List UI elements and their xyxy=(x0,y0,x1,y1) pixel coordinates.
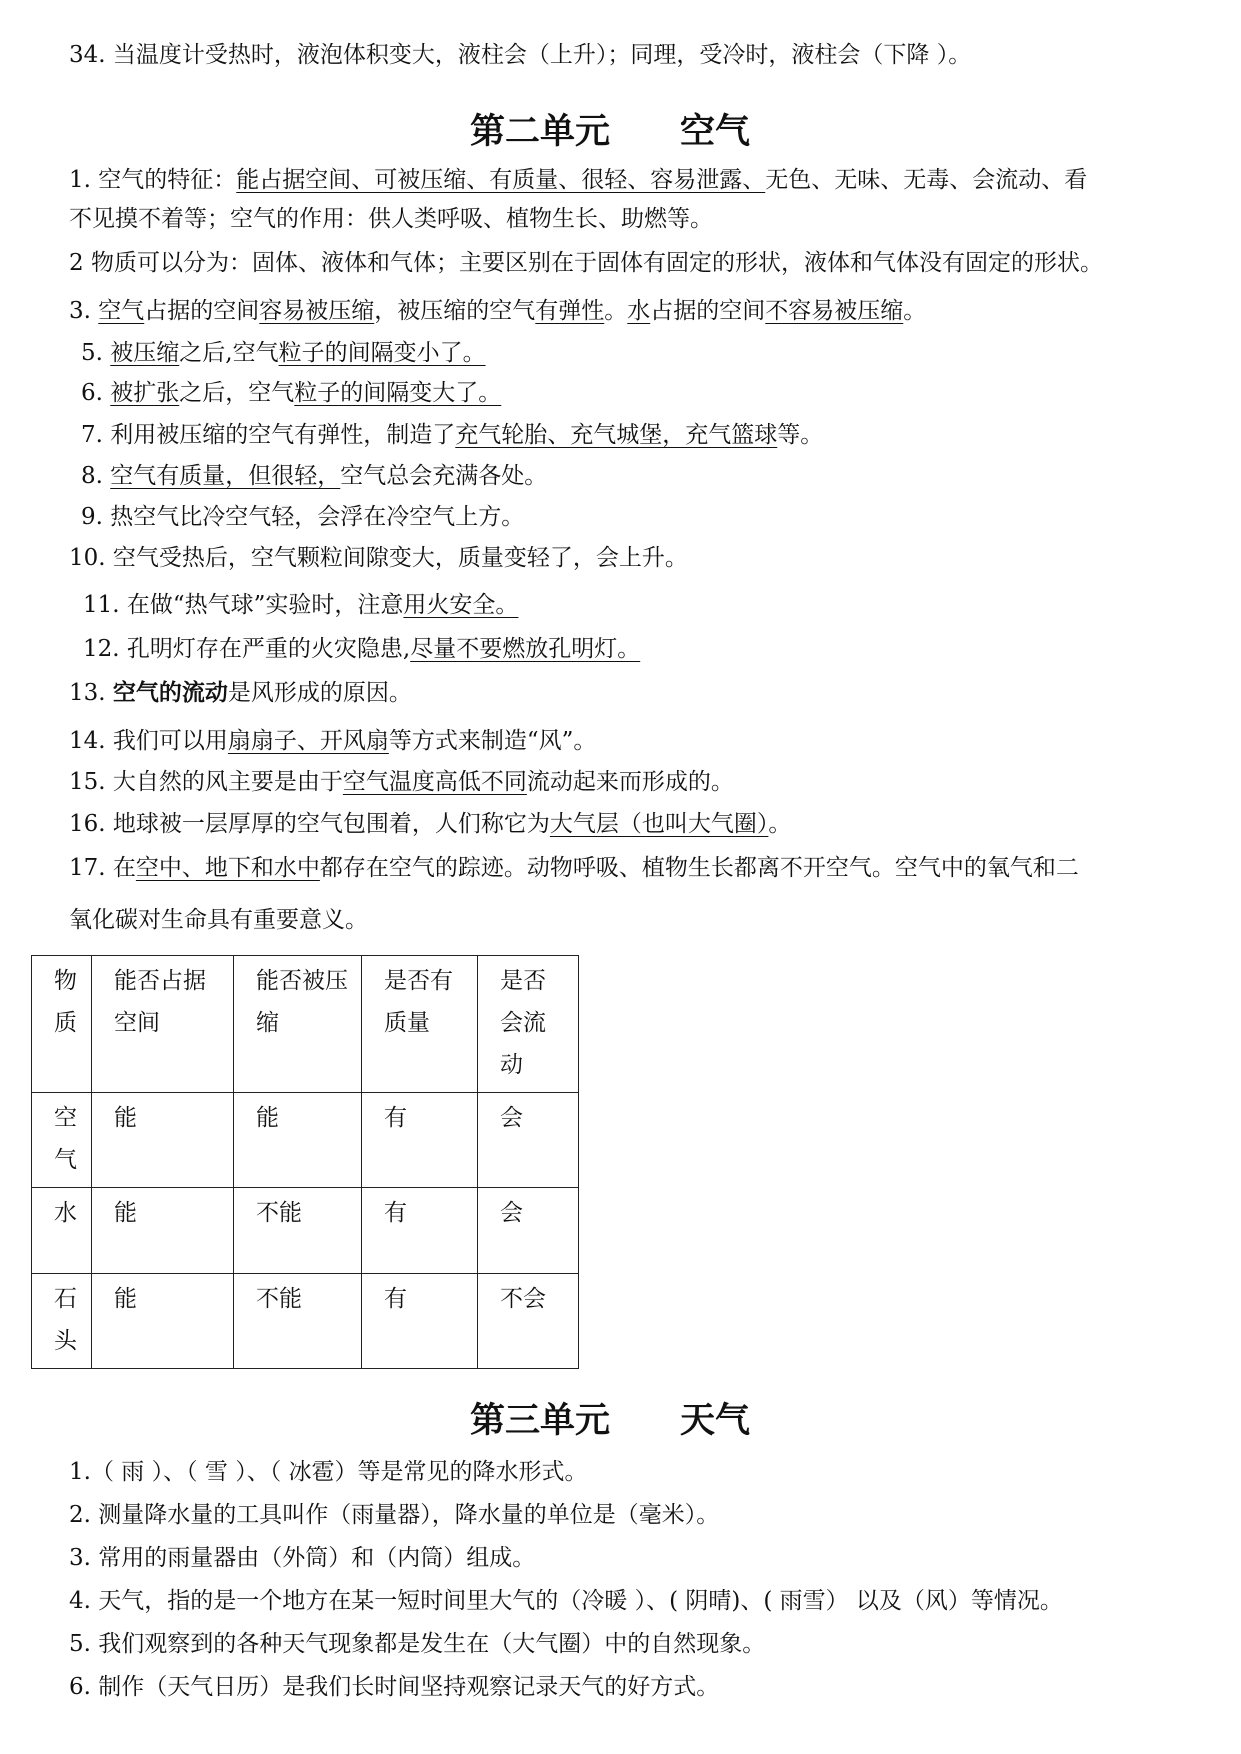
underlined-text: 尽量不要燃放孔明灯。 xyxy=(410,636,641,662)
unit2-item-13 xyxy=(69,678,412,708)
unit2-item-16 xyxy=(69,809,791,839)
table-cell: 会 xyxy=(478,1188,579,1274)
text: 15. 大自然的风主要是由于 xyxy=(69,769,343,795)
text: 等。 xyxy=(777,422,824,448)
unit2-item-2: 2 物质可以分为：固体、液体和气体；主要区别在于固体有固定的形状，液体和气体没有固定的形状。 xyxy=(69,250,1103,276)
text: 14. 我们可以用 xyxy=(69,728,228,754)
text: 3. xyxy=(69,298,99,324)
unit2-item-7 xyxy=(81,420,823,450)
table-cell: 能 xyxy=(92,1188,234,1274)
table-row xyxy=(32,1093,579,1188)
underlined-text: 粒子的间隔变大了。 xyxy=(294,380,502,406)
table-row xyxy=(32,1188,579,1274)
unit3-item-5: 5. 我们观察到的各种天气现象都是发生在（大气圈）中的自然现象。 xyxy=(69,1631,766,1657)
table-header-cell: 物质 xyxy=(32,956,92,1093)
text: 11. 在做“热气球”实验时，注意 xyxy=(83,592,404,618)
text: 都存在空气的踪迹。动物呼吸、植物生长都离不开空气。空气中的氧气和二 xyxy=(319,855,1079,881)
text: 流动起来而形成的。 xyxy=(526,769,734,795)
underlined-text: 空气 xyxy=(98,298,145,324)
table-cell: 不能 xyxy=(234,1188,362,1274)
text: 5. xyxy=(81,340,111,366)
table-header-cell: 是否会流动 xyxy=(478,956,579,1093)
unit2-item-17-cont: 氧化碳对生命具有重要意义。 xyxy=(69,907,368,933)
text: 7. 利用被压缩的空气有弹性，制造了 xyxy=(81,422,456,448)
table-cell: 能 xyxy=(234,1093,362,1188)
underlined-text: 被扩张 xyxy=(110,380,180,406)
text: 1. 空气的特征： xyxy=(69,167,237,193)
table-header-cell: 能否被压缩 xyxy=(234,956,362,1093)
underlined-text: 被压缩 xyxy=(110,340,180,366)
unit3-item-2: 2. 测量降水量的工具叫作（雨量器），降水量的单位是（毫米）。 xyxy=(69,1502,720,1528)
text: 6. xyxy=(81,380,111,406)
table-cell: 会 xyxy=(478,1093,579,1188)
bold-text: 空气的流动 xyxy=(112,680,228,706)
underlined-text: 空中、地下和水中 xyxy=(135,855,320,881)
table-cell: 有 xyxy=(362,1093,478,1188)
matter-properties-table xyxy=(31,955,579,1369)
underlined-text: 有弹性 xyxy=(535,298,605,324)
table-header-cell: 是否有质量 xyxy=(362,956,478,1093)
text: 占据的空间 xyxy=(144,298,260,324)
text: 。 xyxy=(604,298,628,324)
text: 空气总会充满各处。 xyxy=(340,463,548,489)
unit2-heading xyxy=(470,111,750,153)
unit2-heading-number: 第二单元 xyxy=(470,112,611,152)
unit3-heading-number: 第三单元 xyxy=(470,1401,611,1441)
unit2-item-12 xyxy=(83,634,640,664)
unit3-item-4: 4. 天气，指的是一个地方在某一短时间里大气的（冷暖 ）、( 阴晴)、( 雨雪） 以及（风）等情况。 xyxy=(69,1588,1063,1614)
unit3-item-3: 3. 常用的雨量器由（外筒）和（内筒）组成。 xyxy=(69,1545,536,1571)
unit2-item-9: 9. 热空气比冷空气轻，会浮在冷空气上方。 xyxy=(81,504,525,530)
unit3-item-1: 1.（ 雨 ）、（ 雪 ）、（ 冰雹）等是常见的降水形式。 xyxy=(69,1459,588,1485)
unit2-item-5 xyxy=(81,338,486,368)
table-row xyxy=(32,1274,579,1369)
unit2-item-1 xyxy=(69,165,1087,195)
table-cell: 有 xyxy=(362,1188,478,1274)
item-34: 34. 当温度计受热时，液泡体积变大，液柱会（上升）；同理，受冷时，液柱会（下降 ）。 xyxy=(69,42,972,68)
unit2-item-17 xyxy=(69,853,1079,883)
underlined-text: 粒子的间隔变小了。 xyxy=(278,340,486,366)
text: 12. 孔明灯存在严重的火灾隐患, xyxy=(83,636,411,662)
table-cell: 有 xyxy=(362,1274,478,1369)
text: 等方式来制造“风”。 xyxy=(388,728,597,754)
text: ，被压缩的空气 xyxy=(374,298,536,324)
underlined-text: 大气层（也叫大气圈） xyxy=(549,811,769,837)
underlined-text: 扇扇子、开风扇 xyxy=(227,728,389,754)
table-cell: 空气 xyxy=(32,1093,92,1188)
table-header-cell: 能否占据空间 xyxy=(92,956,234,1093)
table-cell: 不会 xyxy=(478,1274,579,1369)
unit3-heading xyxy=(470,1400,750,1442)
unit3-item-6: 6. 制作（天气日历）是我们长时间坚持观察记录天气的好方式。 xyxy=(69,1674,720,1700)
underlined-text: 用火安全。 xyxy=(403,592,519,618)
text: 13. xyxy=(69,680,113,706)
text: 8. xyxy=(81,463,111,489)
text: 之后，空气 xyxy=(179,380,295,406)
unit2-item-8 xyxy=(81,461,547,491)
text: 占据的空间 xyxy=(650,298,766,324)
unit2-heading-topic: 空气 xyxy=(680,112,751,152)
table-cell: 能 xyxy=(92,1274,234,1369)
text: 无色、无味、无毒、会流动、看 xyxy=(765,167,1088,193)
unit2-item-3 xyxy=(69,296,926,326)
underlined-text: 空气有质量，但很轻， xyxy=(110,463,341,489)
unit3-heading-topic: 天气 xyxy=(680,1401,751,1441)
table-header-row xyxy=(32,956,579,1093)
unit2-item-11 xyxy=(83,590,518,620)
underlined-text: 充气轮胎、充气城堡，充气篮球 xyxy=(455,422,778,448)
table-cell: 石头 xyxy=(32,1274,92,1369)
underlined-text: 容易被压缩 xyxy=(259,298,375,324)
table-cell: 水 xyxy=(32,1188,92,1274)
unit2-item-15 xyxy=(69,767,734,797)
underlined-text: 水 xyxy=(627,298,651,324)
unit2-item-1-cont: 不见摸不着等；空气的作用：供人类呼吸、植物生长、助燃等。 xyxy=(69,206,713,232)
underlined-text: 能占据空间、可被压缩、有质量、很轻、容易泄露、 xyxy=(236,167,766,193)
unit2-item-10: 10. 空气受热后，空气颗粒间隙变大，质量变轻了，会上升。 xyxy=(69,545,688,571)
unit2-item-14 xyxy=(69,726,596,756)
text: 。 xyxy=(768,811,792,837)
underlined-text: 空气温度高低不同 xyxy=(342,769,527,795)
underlined-text: 不容易被压缩 xyxy=(765,298,904,324)
text: 16. 地球被一层厚厚的空气包围着，人们称它为 xyxy=(69,811,550,837)
text: 之后,空气 xyxy=(179,340,279,366)
text: 。 xyxy=(903,298,927,324)
unit2-item-6 xyxy=(81,378,501,408)
text: 是风形成的原因。 xyxy=(227,680,412,706)
table-cell: 不能 xyxy=(234,1274,362,1369)
table-cell: 能 xyxy=(92,1093,234,1188)
text: 17. 在 xyxy=(69,855,136,881)
